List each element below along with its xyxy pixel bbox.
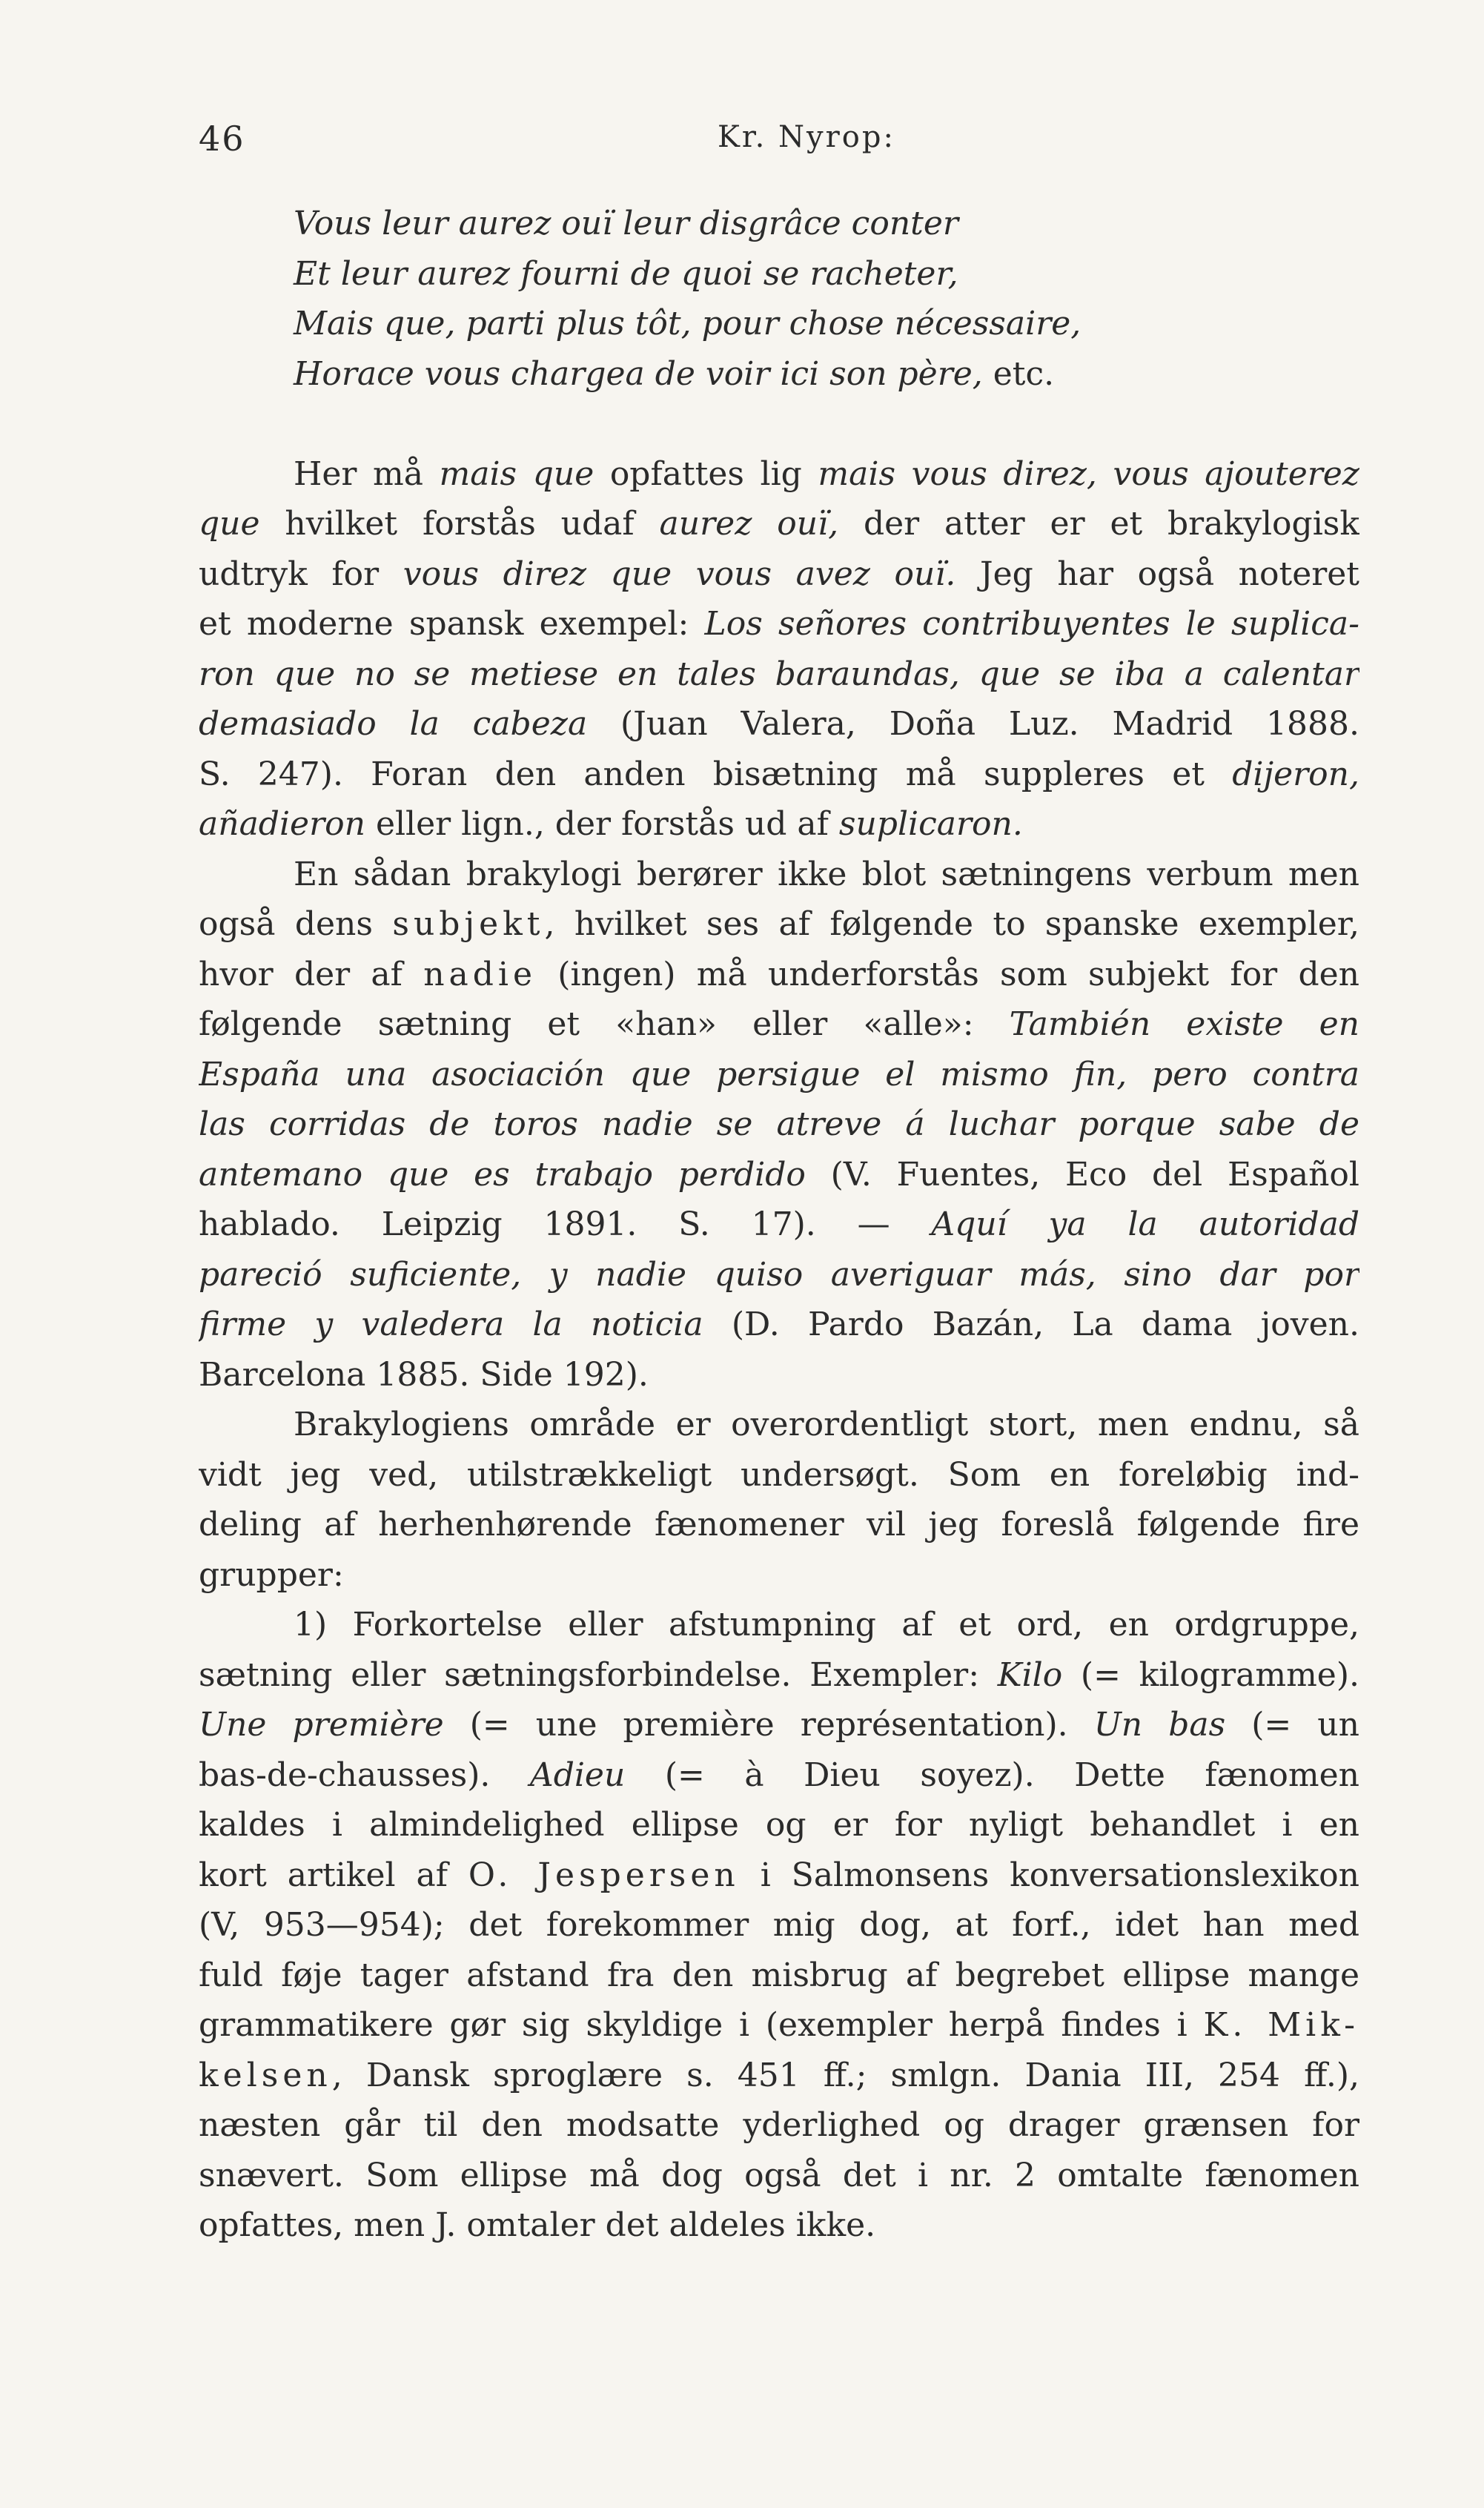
verse-line: Vous leur aurez ouï leur disgrâce conter	[294, 205, 958, 242]
text-line: demasiado la cabeza (Juan Valera, Doña Luz. Madrid 1888.	[199, 705, 1359, 743]
paragraph-1	[199, 449, 1359, 850]
text-line: Her må mais que opfattes lig mais vous direz, vous ajouterez	[294, 454, 1359, 493]
text-line: que hvilket forstås udaf aurez ouï, der atter er et brakylogisk	[199, 505, 1359, 543]
text-line: deling af herhenhørende fænomener vil jeg foreslå følgende fire	[199, 1506, 1359, 1543]
text-line: udtryk for vous direz que vous avez ouï. Jeg har også noteret	[199, 555, 1359, 593]
text-line: Barcelona 1885. Side 192).	[199, 1355, 649, 1394]
text-line: grammatikere gør sig skyldige i (exempler herpå findes i K. Mik-	[199, 2006, 1359, 2044]
text-line: kaldes i almindelighed ellipse og er for nyligt behandlet i en	[199, 1806, 1359, 1844]
text-line: et moderne spansk exempel: Los señores contribuyentes le suplica-	[199, 605, 1359, 643]
text-line: snævert. Som ellipse må dog også det i nr. 2 omtalte fænomen	[199, 2156, 1359, 2194]
text-line: bas-de-chausses). Adieu (= à Dieu soyez). Dette fænomen	[199, 1756, 1359, 1794]
text-line: sætning eller sætningsforbindelse. Exempler: Kilo (= kilogramme).	[199, 1655, 1359, 1694]
text-line: hvor der af nadie (ingen) må underforstås som subjekt for den	[199, 955, 1359, 993]
text-line: ron que no se metiese en tales baraundas, que se iba a calentar	[199, 655, 1359, 693]
text-line: vidt jeg ved, utilstrækkeligt undersøgt. Som en foreløbig ind-	[199, 1455, 1359, 1494]
text-line: las corridas de toros nadie se atreve á luchar porque sabe de	[199, 1105, 1359, 1143]
text-line: pareció suficiente, y nadie quiso averiguar más, sino dar por	[199, 1255, 1359, 1294]
text-line: næsten går til den modsatte yderlighed og drager grænsen for	[199, 2106, 1359, 2144]
text-line: 1) Forkortelse eller afstumpning af et ord, en ordgruppe,	[294, 1606, 1359, 1644]
page-number: 46	[199, 119, 245, 159]
text-line: følgende sætning et «han» eller «alle»: También existe en	[199, 1005, 1359, 1043]
text-line: (V, 953—954); det forekommer mig dog, at forf., idet han med	[199, 1906, 1359, 1944]
paragraph-3	[199, 1400, 1359, 1600]
paragraph-4	[199, 1600, 1359, 2251]
text-line: Une première (= une première représentation). Un bas (= un	[199, 1706, 1359, 1744]
verse-line: Horace vous chargea de voir ici son père, etc.	[294, 354, 1055, 393]
text-line: antemano que es trabajo perdido (V. Fuentes, Eco del Español	[199, 1155, 1359, 1194]
text-line: kelsen, Dansk sproglære s. 451 ff.; smlgn. Dania III, 254 ff.),	[199, 2056, 1359, 2094]
paragraph-2	[199, 850, 1359, 1400]
text-line: Brakylogiens område er overordentligt stort, men endnu, så	[294, 1406, 1359, 1443]
running-title: Kr. Nyrop:	[718, 120, 895, 154]
text-line: España una asociación que persigue el mismo fin, pero contra	[199, 1055, 1359, 1093]
text-line: hablado. Leipzig 1891. S. 17). — Aquí ya la autoridad	[199, 1205, 1359, 1243]
text-line: grupper:	[199, 1555, 344, 1594]
text-line: fuld føje tager afstand fra den misbrug af begrebet ellipse mange	[199, 1956, 1359, 1994]
text-line: kort artikel af O. Jespersen i Salmonsens konversationslexikon	[199, 1856, 1359, 1894]
text-line: añadieron eller lign., der forstås ud af suplicaron.	[199, 805, 1023, 843]
text-line: En sådan brakylogi berører ikke blot sætningens verbum men	[294, 855, 1359, 893]
text-line: S. 247). Foran den anden bisætning må suppleres et dijeron,	[199, 755, 1359, 793]
text-line: firme y valedera la noticia (D. Pardo Bazán, La dama joven.	[199, 1306, 1359, 1343]
page-header	[199, 119, 1355, 163]
verse-line: Mais que, parti plus tôt, pour chose nécessaire,	[294, 305, 1081, 343]
text-line: opfattes, men J. omtaler det aldeles ikke.	[199, 2206, 876, 2244]
text-line: også dens subjekt, hvilket ses af følgende to spanske exempler,	[199, 905, 1359, 943]
verse-line: Et leur aurez fourni de quoi se racheter,	[294, 254, 958, 293]
page-body	[199, 199, 1359, 2251]
verse-quote	[199, 199, 1359, 399]
